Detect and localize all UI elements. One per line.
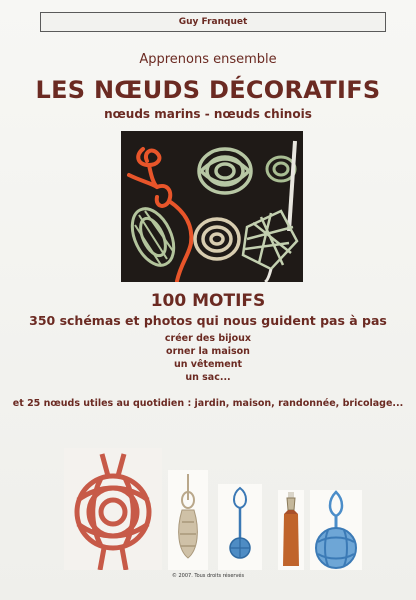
red-knot-photo [64, 448, 162, 570]
everyday-knots-line: et 25 nœuds utiles au quotidien : jardin, maison, randonnée, bricolage... [12, 398, 404, 409]
author-name: Guy Franquet [178, 17, 248, 27]
blue-ball-knot-photo [310, 490, 362, 570]
knots-photo [121, 131, 303, 282]
author-box [40, 12, 386, 32]
cover-title: LES NŒUDS DÉCORATIFS [35, 76, 381, 104]
uses-list [0, 332, 416, 384]
motifs-count: 100 MOTIFS [150, 291, 266, 311]
schemas-line: 350 schémas et photos qui nous guident pas à pas [29, 313, 387, 328]
use-item: un vêtement [173, 359, 243, 370]
use-item: orner la maison [166, 346, 250, 357]
cover-tagline: nœuds marins - nœuds chinois [104, 107, 312, 121]
copyright-notice: © 2007. Tous droits réservés [171, 573, 245, 579]
use-item: créer des bijoux [164, 333, 252, 344]
bottle-photo [278, 490, 304, 570]
bottom-photo-strip [0, 440, 416, 570]
cover-subtitle: Apprenons ensemble [139, 52, 277, 67]
beige-bead-photo [168, 470, 208, 570]
blue-bead-photo [218, 484, 262, 570]
use-item: un sac... [185, 372, 231, 383]
